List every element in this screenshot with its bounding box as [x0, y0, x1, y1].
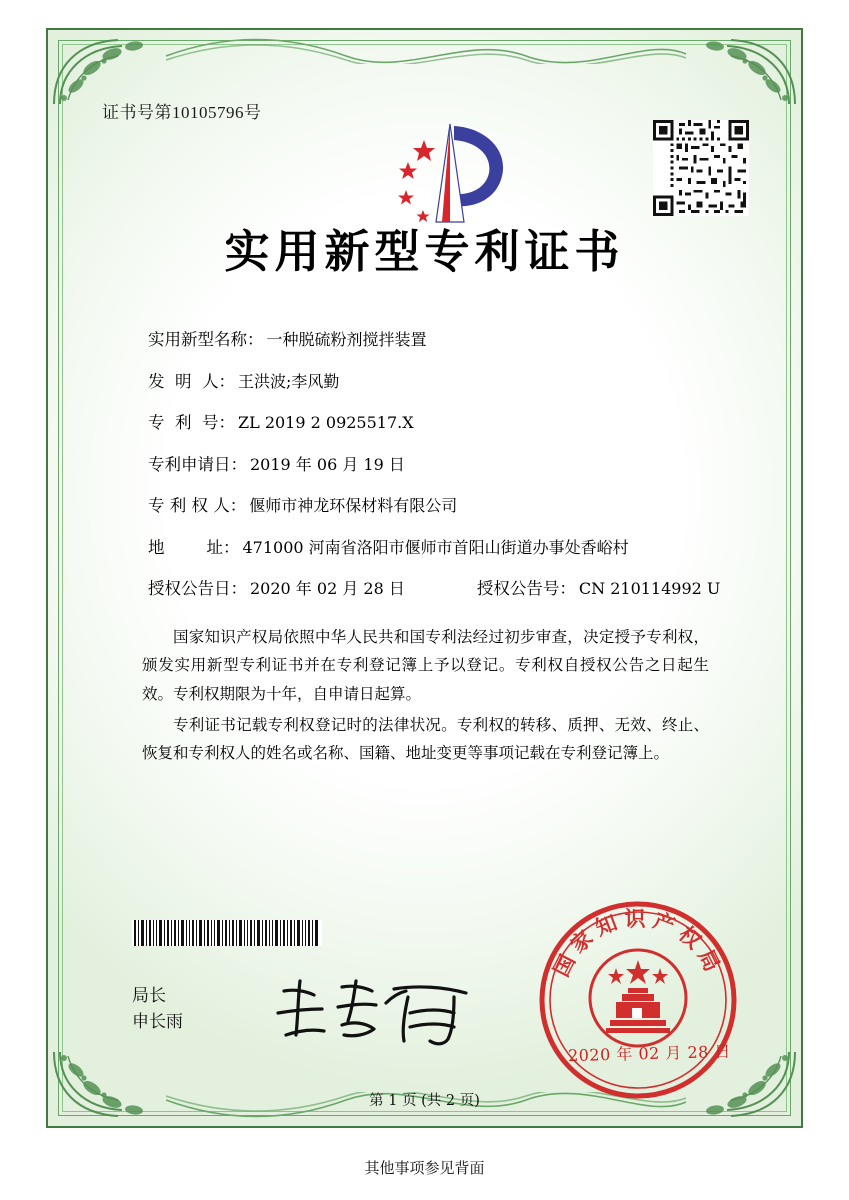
field-value: ZL 2019 2 0925517.X	[237, 413, 414, 432]
seal-date: 2020 年 02 月 28 日	[567, 1041, 732, 1066]
legal-text	[142, 623, 709, 768]
field-value: 王洪波;李风勤	[237, 371, 340, 391]
grant-number-label: 授权公告号：	[476, 579, 576, 598]
field-label: 地 址：	[148, 537, 240, 557]
field-label: 实用新型名称：	[148, 330, 264, 349]
page-indicator: 第 1 页 (共 2 页)	[369, 1093, 480, 1109]
grant-date-value: 2020 年 02 月 28 日	[250, 579, 405, 598]
grant-number-value: CN 210114992 U	[578, 579, 721, 598]
barcode-icon	[132, 920, 322, 946]
footer-note: 其他事项参见背面	[364, 1159, 485, 1177]
legal-paragraph-2: 专利证书记载专利权登记时的法律状况。专利权的转移、质押、无效、终止、恢复和专利权人的姓名或名称、国籍、地址变更等事项记载在专利登记簿上。	[142, 715, 709, 763]
field-row-application-date	[148, 454, 747, 474]
field-value: 偃师市神龙环保材料有限公司	[249, 496, 458, 515]
field-label: 专 利 权 人：	[148, 496, 247, 515]
certificate-number: 证书号第10105796号	[102, 103, 262, 122]
official-red-seal-icon	[536, 898, 741, 1103]
field-label: 专 利 号：	[148, 413, 235, 432]
field-value: 一种脱硫粉剂搅拌装置	[266, 330, 427, 349]
svg-text:国家知识产权局: 国家知识产权局	[548, 906, 728, 981]
field-value: 471000 河南省洛阳市偃师市首阳山街道办事处香峪村	[242, 537, 629, 557]
page-title: 实用新型专利证书	[224, 225, 625, 278]
field-row-patentee	[148, 498, 747, 515]
patent-certificate	[46, 28, 803, 1128]
grant-number-group	[477, 581, 721, 598]
certificate-content	[102, 98, 747, 770]
legal-paragraph-1: 国家知识产权局依照中华人民共和国专利法经过初步审查，决定授予专利权，颁发实用新型专利证书并在专利登记簿上予以登记。专利权自授权公告之日起生效。专利权期限为十年，自申请日起算。	[142, 627, 709, 703]
field-value: 2019 年 06 月 19 日	[250, 454, 405, 474]
field-row-patent-number	[148, 415, 747, 432]
field-label: 专利申请日：	[148, 454, 247, 474]
field-label: 发 明 人：	[148, 371, 235, 391]
field-row-address	[148, 537, 747, 557]
signature-block	[132, 983, 183, 1036]
field-list	[148, 332, 747, 598]
field-row-utility-model-name	[148, 332, 747, 349]
director-name: 申长雨	[132, 1012, 183, 1033]
field-row-grant-announcement	[148, 581, 747, 598]
director-role-label: 局长	[132, 986, 166, 1006]
grant-date-label: 授权公告日：	[148, 579, 247, 598]
handwritten-signature-icon	[268, 973, 488, 1053]
field-row-inventor	[148, 371, 747, 391]
